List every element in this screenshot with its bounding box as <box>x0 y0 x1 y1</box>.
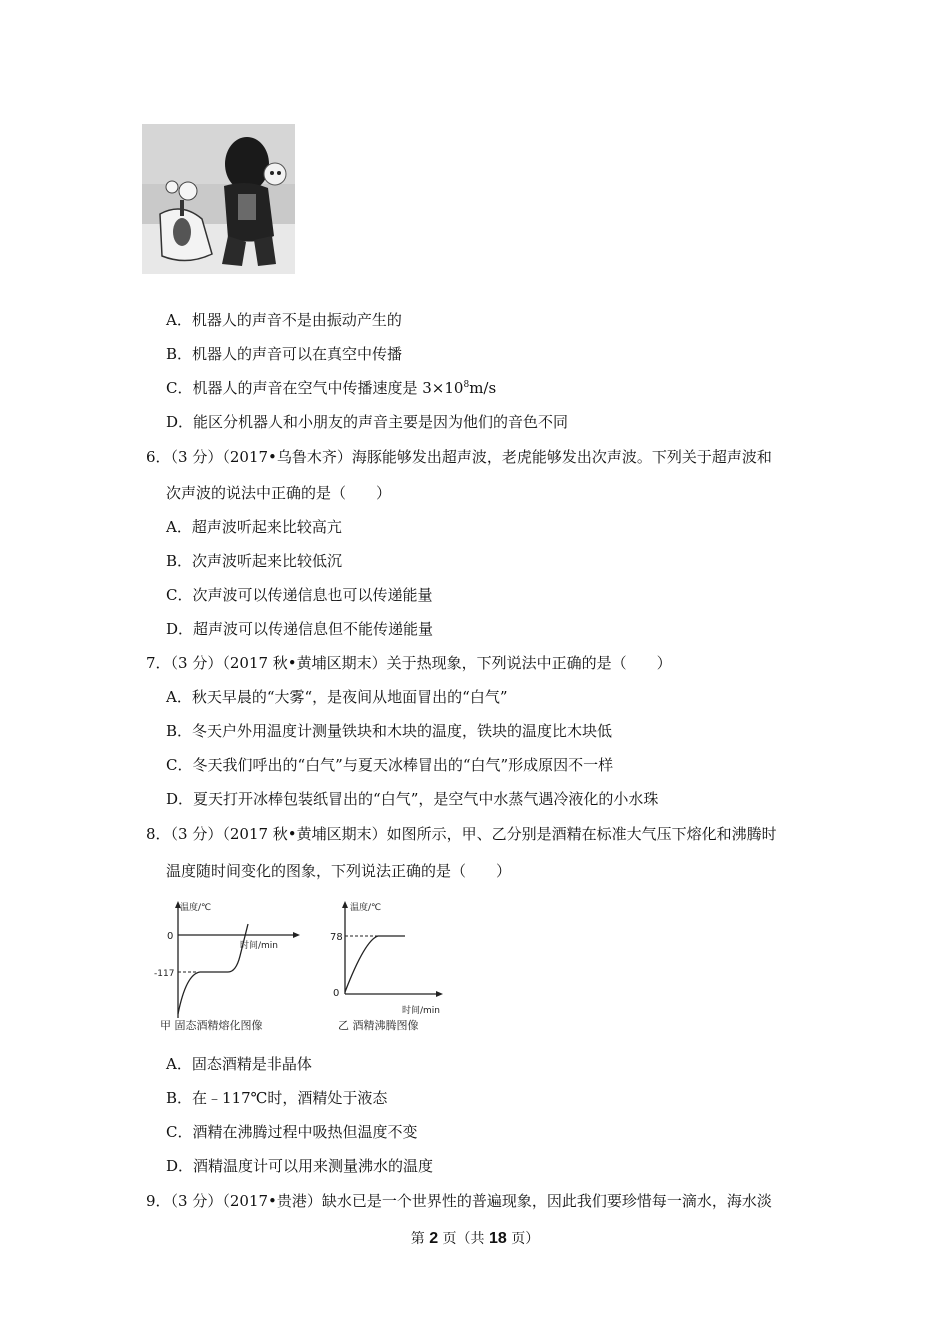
q5-option-d: D．能区分机器人和小朋友的声音主要是因为他们的音色不同 <box>166 413 569 431</box>
q8-option-b: B．在﹣117℃时，酒精处于液态 <box>166 1089 388 1107</box>
q6-stem-line1: 6．（3 分）（2017•乌鲁木齐）海豚能够发出超声波，老虎能够发出次声波。下列关于超声波和 <box>146 448 772 466</box>
q6-stem-line2: 次声波的说法中正确的是（ ） <box>166 484 392 502</box>
footer-total-pages: 18 <box>489 1230 507 1247</box>
q7-option-d: D．夏天打开冰棒包装纸冒出的“白气”，是空气中水蒸气遇冷液化的小水珠 <box>166 790 659 808</box>
q8-option-d: D．酒精温度计可以用来测量沸水的温度 <box>166 1157 434 1175</box>
q5-option-c-exponent: 8 <box>463 380 470 390</box>
q6-option-d: D．超声波可以传递信息但不能传递能量 <box>166 620 434 638</box>
graph-melting-xlabel: 时间/min <box>240 941 279 951</box>
graph-boiling-xlabel: 时间/min <box>402 1006 441 1016</box>
q8-option-a: A．固态酒精是非晶体 <box>166 1055 312 1073</box>
q9-stem-line1: 9．（3 分）（2017•贵港）缺水已是一个世界性的普遍现象，因此我们要珍惜每一滴水，海水淡 <box>146 1192 772 1210</box>
q7-option-c: C．冬天我们呼出的“白气”与夏天冰棒冒出的“白气”形成原因不一样 <box>166 756 614 774</box>
q8-option-c: C．酒精在沸腾过程中吸热但温度不变 <box>166 1123 418 1141</box>
graph-melting <box>140 896 320 1038</box>
q5-option-a: A．机器人的声音不是由振动产生的 <box>166 311 402 329</box>
q5-option-b: B．机器人的声音可以在真空中传播 <box>166 345 403 363</box>
footer-middle: 页（共 <box>438 1231 489 1247</box>
q6-option-a: A．超声波听起来比较高亢 <box>166 518 342 536</box>
q6-option-b: B．次声波听起来比较低沉 <box>166 552 343 570</box>
graph-melting-tick-zero: 0 <box>167 931 174 942</box>
graph-melting-tick-low: -117 <box>154 969 175 979</box>
q6-option-c: C．次声波可以传递信息也可以传递能量 <box>166 586 433 604</box>
q8-stem-line2: 温度随时间变化的图象，下列说法正确的是（ ） <box>166 862 512 880</box>
graph-melting-x-arrow <box>293 932 300 938</box>
graph-melting-curve <box>178 924 248 1014</box>
graph-boiling-x-arrow <box>436 991 443 997</box>
page-footer <box>0 1229 950 1249</box>
robot-child-photo <box>142 124 295 274</box>
graph-boiling-curve <box>345 936 405 992</box>
q5-option-c <box>166 378 496 398</box>
graph-boiling-tick-top: 78 <box>330 932 343 943</box>
graph-boiling-ylabel: 温度/℃ <box>350 903 382 913</box>
graph-boiling <box>320 896 460 1038</box>
footer-suffix: 页） <box>506 1231 540 1247</box>
q7-option-b: B．冬天户外用温度计测量铁块和木块的温度，铁块的温度比木块低 <box>166 722 613 740</box>
graph-melting-ylabel: 温度/℃ <box>180 903 212 913</box>
q5-option-c-unit: m/s <box>469 379 497 397</box>
q7-option-a: A．秋天早晨的“大雾“，是夜间从地面冒出的“白气” <box>166 688 508 706</box>
q5-option-c-text: C．机器人的声音在空气中传播速度是 3×10 <box>166 379 464 397</box>
q7-stem-line1: 7．（3 分）（2017 秋•黄埔区期末）关于热现象，下列说法中正确的是（ ） <box>146 654 672 672</box>
graph-boiling-caption: 乙 酒精沸腾图像 <box>338 1019 419 1032</box>
graph-melting-caption: 甲 固态酒精熔化图像 <box>160 1019 263 1032</box>
footer-page-number: 2 <box>429 1230 439 1247</box>
graph-boiling-tick-origin: 0 <box>333 988 340 999</box>
footer-prefix: 第 <box>410 1231 430 1247</box>
q8-stem-line1: 8．（3 分）（2017 秋•黄埔区期末）如图所示，甲、乙分别是酒精在标准大气压下熔化和沸腾时 <box>146 825 777 843</box>
graph-boiling-y-arrow <box>342 901 348 908</box>
